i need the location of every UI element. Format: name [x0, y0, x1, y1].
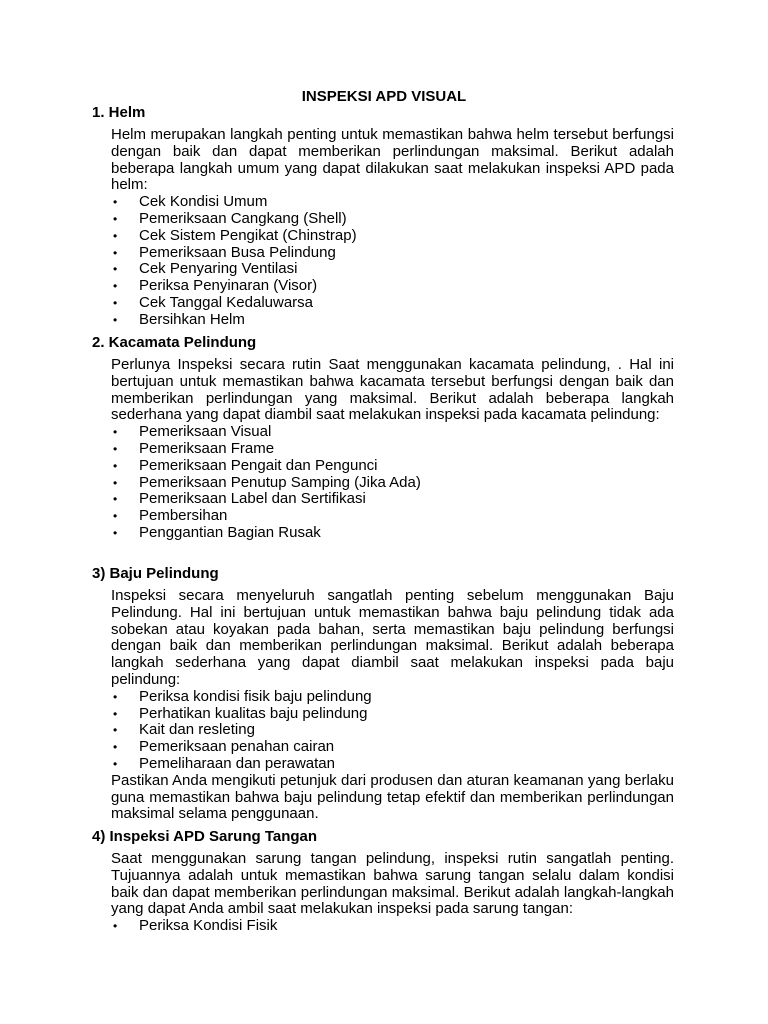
section-body — [111, 588, 674, 823]
list-item — [111, 261, 674, 278]
section-body — [111, 851, 674, 935]
bullet-icon: • — [113, 740, 118, 755]
bullet-list — [111, 424, 674, 542]
section-body — [111, 357, 674, 542]
list-item — [111, 706, 674, 723]
bullet-list — [111, 689, 674, 773]
section-sarung-tangan — [92, 828, 676, 935]
list-item-text: Cek Tanggal Kedaluwarsa — [139, 293, 314, 311]
list-item-text: Pembersihan — [139, 507, 228, 525]
list-item-text: Pemeriksaan Frame — [139, 439, 275, 457]
section-kacamata-pelindung — [92, 334, 676, 542]
list-item — [111, 756, 674, 773]
list-item — [111, 194, 674, 211]
section-intro: Helm merupakan langkah penting untuk memastikan bahwa helm tersebut berfungsi dengan baik dan dapat memberikan perlindungan maksimal. Berikut adalah beberapa langkah umum yang dapat dilakukan saat melakukan inspeksi APD pada helm: — [111, 126, 674, 194]
list-item-text: Periksa Kondisi Fisik — [139, 917, 278, 935]
bullet-icon: • — [113, 295, 118, 310]
section-intro: Inspeksi secara menyeluruh sangatlah penting sebelum menggunakan Baju Pelindung. Hal ini bertujuan untuk memastikan bahwa baju pelindung tidak ada sobekan atau koyakan pada bahan, serta memastikan baju pelindung berfungsi dengan baik dan memberikan perlindungan maksimal. Berikut adalah beberapa langkah sederhana yang dapat diambil saat melakukan inspeksi pada baju pelindung: — [111, 587, 674, 688]
bullet-icon: • — [113, 195, 118, 210]
list-item-text: Perhatikan kualitas baju pelindung — [139, 704, 368, 722]
bullet-icon: • — [113, 525, 118, 540]
list-item-text: Pemeriksaan Cangkang (Shell) — [139, 209, 347, 227]
list-item — [111, 508, 674, 525]
list-item-text: Periksa Penyinaran (Visor) — [139, 277, 318, 295]
list-item — [111, 245, 674, 262]
list-item — [111, 295, 674, 312]
bullet-icon: • — [113, 723, 118, 738]
list-item-text: Kait dan resleting — [139, 721, 255, 739]
list-item — [111, 211, 674, 228]
section-helm — [92, 104, 676, 329]
list-item-text: Pemeriksaan Label dan Sertifikasi — [139, 490, 366, 508]
list-item — [111, 918, 674, 935]
section-body — [111, 127, 674, 329]
bullet-icon: • — [113, 756, 118, 771]
bullet-icon: • — [113, 458, 118, 473]
list-item — [111, 525, 674, 542]
list-item-text: Penggantian Bagian Rusak — [139, 523, 321, 541]
list-item-text: Periksa kondisi fisik baju pelindung — [139, 687, 372, 705]
list-item — [111, 228, 674, 245]
section-heading: 3) Baju Pelindung — [92, 565, 219, 582]
list-item — [111, 491, 674, 508]
bullet-icon: • — [113, 689, 118, 704]
list-item — [111, 312, 674, 329]
list-item — [111, 722, 674, 739]
bullet-icon: • — [113, 262, 118, 277]
list-item-text: Pemeriksaan Penutup Samping (Jika Ada) — [139, 473, 421, 491]
list-item-text: Cek Sistem Pengikat (Chinstrap) — [139, 226, 357, 244]
bullet-icon: • — [113, 228, 118, 243]
bullet-icon: • — [113, 706, 118, 721]
bullet-icon: • — [113, 492, 118, 507]
list-item — [111, 475, 674, 492]
list-item-text: Pemeriksaan Pengait dan Pengunci — [139, 456, 378, 474]
bullet-icon: • — [113, 279, 118, 294]
bullet-list — [111, 918, 674, 935]
list-item-text: Pemeriksaan Busa Pelindung — [139, 243, 336, 261]
bullet-icon: • — [113, 211, 118, 226]
list-item — [111, 739, 674, 756]
list-item — [111, 458, 674, 475]
list-item — [111, 424, 674, 441]
section-heading: 1. Helm — [92, 104, 146, 121]
list-item-text: Bersihkan Helm — [139, 310, 245, 328]
list-item-text: Pemeliharaan dan perawatan — [139, 754, 335, 772]
bullet-list — [111, 194, 674, 328]
document-title: INSPEKSI APD VISUAL — [301, 88, 467, 105]
bullet-icon: • — [113, 245, 118, 260]
list-item-text: Pemeriksaan Visual — [139, 423, 272, 441]
section-intro: Perlunya Inspeksi secara rutin Saat menggunakan kacamata pelindung, . Hal ini bertujuan untuk memastikan bahwa kacamata tersebut berfungsi dengan baik dan memberikan perlindungan yang maksimal. Berikut adalah beberapa langkah sederhana yang dapat diambil saat melakukan inspeksi pada kacamata pelindung: — [111, 356, 674, 424]
section-outro: Pastikan Anda mengikuti petunjuk dari produsen dan aturan keamanan yang berlaku guna memastikan bahwa baju pelindung tetap efektif dan memberikan perlindungan maksimal selama penggunaan. — [111, 771, 674, 823]
section-heading: 4) Inspeksi APD Sarung Tangan — [92, 828, 318, 845]
list-item — [111, 441, 674, 458]
bullet-icon: • — [113, 425, 118, 440]
list-item-text: Pemeriksaan penahan cairan — [139, 738, 335, 756]
list-item — [111, 278, 674, 295]
bullet-icon: • — [113, 509, 118, 524]
section-heading: 2. Kacamata Pelindung — [92, 334, 257, 351]
list-item — [111, 689, 674, 706]
section-baju-pelindung — [92, 565, 676, 823]
bullet-icon: • — [113, 441, 118, 456]
bullet-icon: • — [113, 475, 118, 490]
list-item-text: Cek Kondisi Umum — [139, 193, 268, 211]
section-intro: Saat menggunakan sarung tangan pelindung, inspeksi rutin sangatlah penting. Tujuannya adalah untuk memastikan bahwa sarung tangan selalu dalam kondisi baik dan dapat memberikan perlindungan maksimal. Berikut adalah langkah-langkah yang dapat Anda ambil saat melakukan inspeksi pada sarung tangan: — [111, 850, 674, 918]
bullet-icon: • — [113, 312, 118, 327]
list-item-text: Cek Penyaring Ventilasi — [139, 260, 298, 278]
bullet-icon: • — [113, 919, 118, 934]
